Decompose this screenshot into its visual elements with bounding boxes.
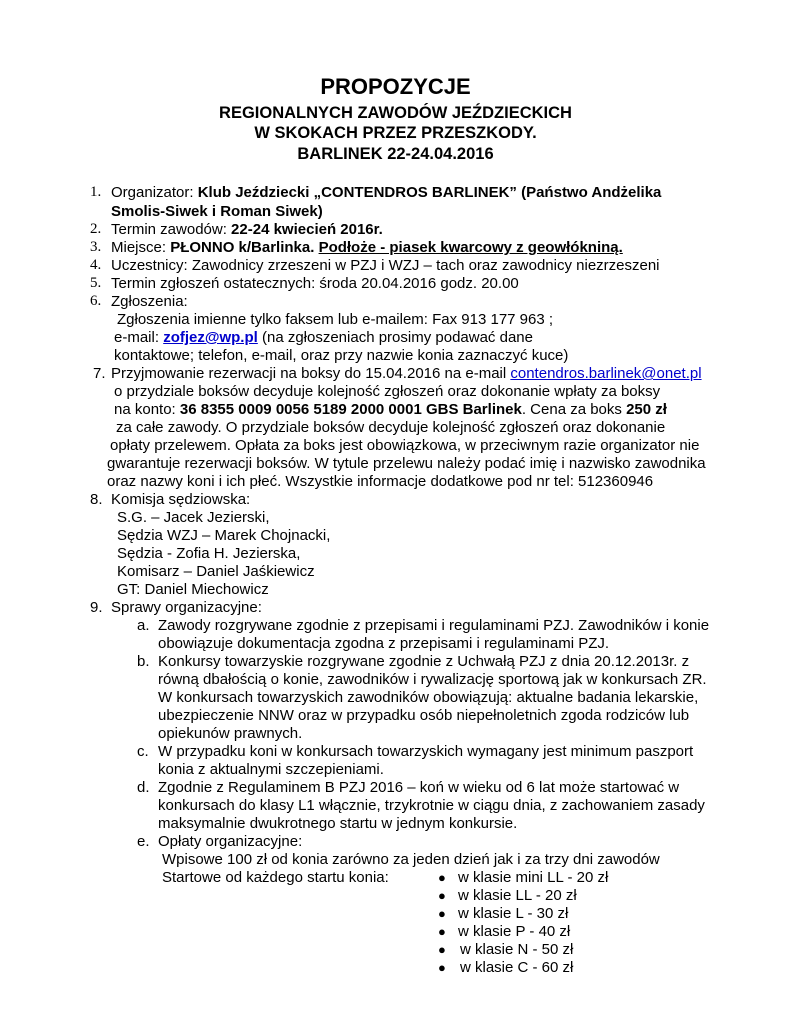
item-number: 3. [90,239,102,255]
item-number: 4. [90,257,102,273]
rule-a-line-1: Zawody rozgrywane zgodnie z przepisami i regulaminami PZJ. Zawodników i konie [158,617,710,634]
rule-b-line-4: ubezpieczenie NNW oraz w przypadku osób niepełnoletnich zgoda rodziców lub [158,707,690,724]
sub-letter: c. [137,743,149,760]
organizer-line-2: Smolis-Siwek i Roman Siwek) [111,203,323,220]
judge-3: Sędzia - Zofia H. Jezierska, [117,545,301,562]
fee-item: w klasie C - 60 zł [460,959,574,976]
item-number: 1. [90,184,102,200]
fee-item: w klasie N - 50 zł [460,941,574,958]
rule-b-line-5: opiekunów prawnych. [158,725,303,742]
rule-c-line-1: W przypadku koni w konkursach towarzyskich wymagany jest minimum paszport [158,743,694,760]
venue-label: Miejsce: [111,239,171,256]
rule-b-line-1: Konkursy towarzyskie rozgrywane zgodnie z Uchwałą PZJ z dnia 20.12.2013r. z [158,653,690,670]
deadline-line: Termin zgłoszeń ostatecznych: środa 20.04.2016 godz. 20.00 [111,275,519,292]
account-number: 36 8355 0009 0056 5189 2000 0001 GBS Barlinek [179,401,522,418]
email-label: e-mail: [114,329,164,346]
sub-letter: d. [137,779,150,796]
item-number: 6. [90,293,102,309]
entries-line-1: Zgłoszenia imienne tylko faksem lub e-mailem: Fax 913 177 963 ; [117,311,554,328]
sub-letter: a. [137,617,150,634]
item-number: 2. [90,221,102,237]
fee-item: w klasie P - 40 zł [458,923,571,940]
rule-a-line-2: obowiązuje dokumentacja zgodna z przepisami i regulaminami PZJ. [158,635,610,652]
entries-note: (na zgłoszeniach prosimy podawać dane [257,329,533,346]
fee-item: w klasie LL - 20 zł [458,887,577,904]
fees-heading: Opłaty organizacyjne: [158,833,303,850]
fee-item: w klasie L - 30 zł [458,905,569,922]
bullet-icon: ● [438,942,446,957]
organizer-label: Organizator: [111,184,198,201]
participants-line: Uczestnicy: Zawodnicy zrzeszeni w PZJ i WZJ – tach oraz zawodnicy niezrzeszeni [111,257,660,274]
item-number: 8. [90,491,103,508]
judges-heading: Komisja sędziowska: [111,491,251,508]
organizational-heading: Sprawy organizacyjne: [111,599,262,616]
entries-heading: Zgłoszenia: [111,293,188,310]
date-label: Termin zawodów: [111,221,232,238]
boxes-line-2: o przydziale boksów decyduje kolejność zgłoszeń oraz dokonanie wpłaty za boksy [114,383,661,400]
judge-4: Komisarz – Daniel Jaśkiewicz [117,563,315,580]
subtitle-line-3: BARLINEK 22-24.04.2016 [297,145,494,163]
entries-email-link[interactable]: zofjez@wp.pl [163,329,258,346]
bullet-icon: ● [438,924,446,939]
judge-1: S.G. – Jacek Jezierski, [117,509,270,526]
subtitle-line-2: W SKOKACH PRZEZ PRZESZKODY. [254,124,537,142]
bullet-icon: ● [438,906,446,921]
date-line [111,221,383,239]
rule-d-line-1: Zgodnie z Regulaminem B PZJ 2016 – koń w wieku od 6 lat może startować w [158,779,680,796]
item-number: 7. [93,365,106,382]
boxes-line-3 [114,401,667,419]
boxes-line-1 [111,365,702,383]
item-number: 9. [90,599,103,616]
page-title: PROPOZYCJE [320,74,471,99]
boxes-email-link[interactable]: contendros.barlinek@onet.pl [510,365,702,382]
boxes-text: Przyjmowanie rezerwacji na boksy do 15.04.2016 na e-mail [111,365,511,382]
fee-item: w klasie mini LL - 20 zł [458,869,609,886]
venue-surface: Podłoże - piasek kwarcowy z geowłókniną. [318,239,623,256]
entries-line-2 [114,329,533,347]
organizer-name: Klub Jeździecki „CONTENDROS BARLINEK” (Państwo Andżelika [197,184,662,201]
rule-c-line-2: konia z aktualnymi szczepieniami. [158,761,384,778]
judge-2: Sędzia WZJ – Marek Chojnacki, [117,527,331,544]
item-number: 5. [90,275,102,291]
price-value: 250 zł [626,401,667,418]
organizer-line [111,184,661,202]
boxes-line-6: gwarantuje rezerwacji boksów. W tytule przelewu należy podać imię i nazwisko zawodnika [107,455,706,472]
boxes-line-4: za całe zawody. O przydziale boksów decyduje kolejność zgłoszeń oraz dokonanie [116,419,666,436]
rule-d-line-3: maksymalnie dwukrotnego startu w jednym konkursie. [158,815,518,832]
venue-line [111,239,623,257]
price-label: . Cena za boks [521,401,627,418]
judge-5: GT: Daniel Miechowicz [117,581,269,598]
entries-line-3: kontaktowe; telefon, e-mail, oraz przy nazwie konia zaznaczyć kuce) [114,347,569,364]
subtitle-line-1: REGIONALNYCH ZAWODÓW JEŹDZIECKICH [219,104,572,122]
entry-fee-line: Wpisowe 100 zł od konia zarówno za jeden dzień jak i za trzy dni zawodów [162,851,660,868]
sub-letter: b. [137,653,150,670]
sub-letter: e. [137,833,150,850]
boxes-line-5: opłaty przelewem. Opłata za boks jest obowiązkowa, w przeciwnym razie organizator nie [110,437,700,454]
start-fee-label: Startowe od każdego startu konia: [162,869,389,886]
rule-b-line-3: W konkursach towarzyskich zawodników obowiązują: aktualne badania lekarskie, [158,689,699,706]
account-label: na konto: [114,401,180,418]
bullet-icon: ● [438,888,446,903]
rule-b-line-2: równą dbałością o konie, zawodników i rywalizację sportową jak w konkursach ZR. [158,671,707,688]
date-value: 22-24 kwiecień 2016r. [231,221,383,238]
bullet-icon: ● [438,870,446,885]
boxes-line-7: oraz nazwy koni i ich płeć. Wszystkie informacje dodatkowe pod nr tel: 512360946 [107,473,654,490]
rule-d-line-2: konkursach do klasy L1 włącznie, trzykrotnie w ciągu dnia, z zachowaniem zasady [158,797,705,814]
bullet-icon: ● [438,960,446,975]
venue-value: PŁONNO k/Barlinka. [170,239,319,256]
